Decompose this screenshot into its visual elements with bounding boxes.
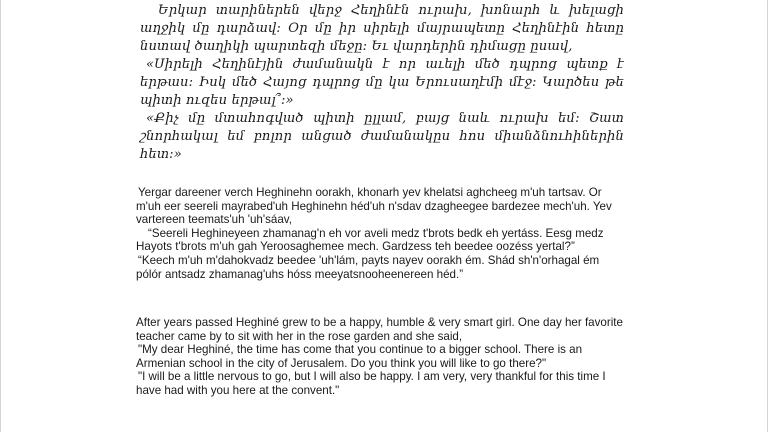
armenian-text-block xyxy=(140,2,624,164)
armenian-paragraph: «Սիրելի Հեղինէյին ժամանակն է որ աւելի մեծ դպրոց պետք է երթաս: Իսկ մեծ Հայոց դպրոց մը կա Երուսաղէմի մէջ: Կարծես թե պիտի ուզես երթալ՞:» xyxy=(140,57,624,108)
english-paragraph: "My dear Heghiné, the time has come that you continue to a bigger school. There is an Armenian school in the city of Jerusalem. Do you think you will like to go there?" xyxy=(136,343,583,370)
english-text-block xyxy=(136,316,628,398)
transliteration-text-block xyxy=(136,186,628,281)
armenian-paragraph: Երկար տարիներեն վերջ Հեղինէն ուրախ, խոնարհ և խելացի աղջիկ մը դարձավ: Օր մը իր սիրելի մայրապետը Հեղինէին հետը նստավ ծաղիկի պարտեզի մեջը: Եւ վարդերին դիմացը ըսավ, xyxy=(140,3,624,54)
english-paragraph: After years passed Heghiné grew to be a happy, humble & very smart girl. One day her favorite teacher came by to sit with her in the rose garden and she said, xyxy=(136,316,623,343)
transliteration-paragraph: “Keech m'uh m'dahokvadz beedee 'uh'lám, payts nayev oorakh ém. Shád sh'n'orhagal ém pólór antsadz zhamanag'uhs hóss meeyatsnooheenereen héd.” xyxy=(136,253,600,281)
english-paragraph: "I will be a little nervous to go, but I will also be happy. I am very, very thankful for this time I have had with you here at the convent." xyxy=(136,370,606,397)
left-page-border xyxy=(0,0,1,432)
transliteration-paragraph: Yergar dareener verch Heghinehn oorakh, khonarh yev khelatsi aghcheeg m'uh tartsav. Or m'uh eer seereli mayrabed'uh Heghinehn héd'uh n'sdav dzagheegee bardezee mech'uh. Yev vartereen teemats'uh 'uh'sáav, xyxy=(136,186,612,227)
armenian-paragraph: «Քիչ մը մտահոգված պիտի ըլլամ, բայց նաև ուրախ եմ: Շատ շնորհակալ եմ բոլոր անցած ժամանակըս հոս միանձնուհիներին հետ:» xyxy=(140,111,624,162)
transliteration-paragraph: “Seereli Heghineyeen zhamanag'n eh vor aveli medz t'brots bedk eh yertáss. Eesg medz Hayots t'brots m'uh gah Yeroosaghemee mech. Gardzess teh beedee oozéss yertal?” xyxy=(136,226,604,254)
